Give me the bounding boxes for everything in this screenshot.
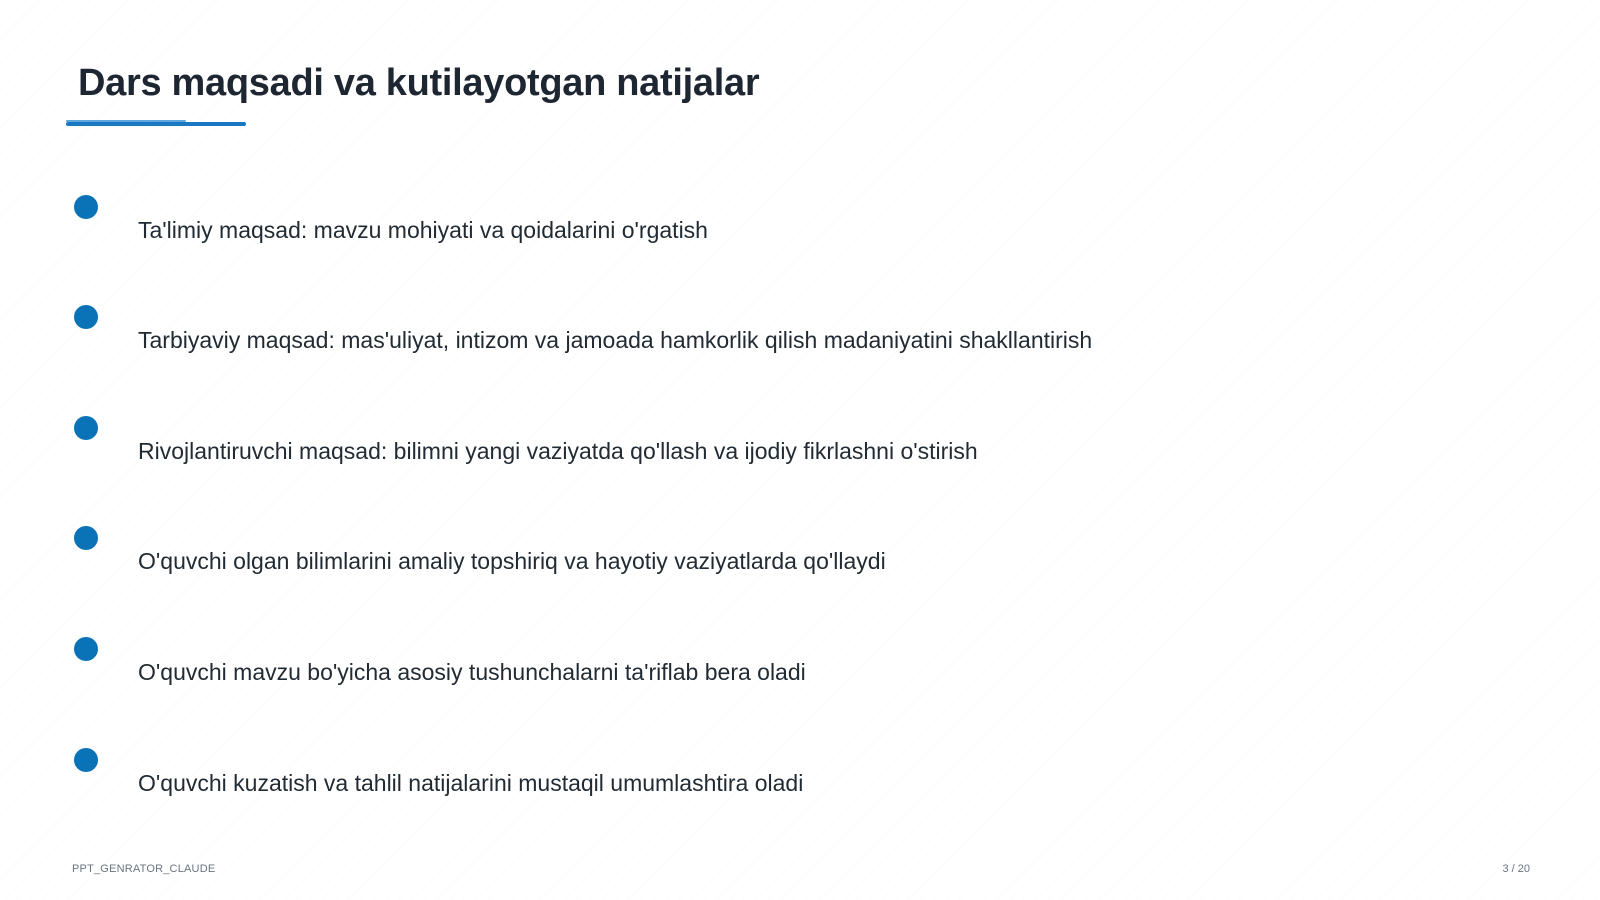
bullet-dot-icon	[74, 748, 98, 772]
list-item-text: O'quvchi olgan bilimlarini amaliy topshiriq va hayotiy vaziyatlarda qo'llaydi	[138, 548, 886, 574]
list-item-text: O'quvchi mavzu bo'yicha asosiy tushunchalarni ta'riflab bera oladi	[138, 659, 806, 685]
list-item-text: Tarbiyaviy maqsad: mas'uliyat, intizom va jamoada hamkorlik qilish madaniyatini shakllantirish	[138, 327, 1093, 353]
title-underline	[66, 122, 246, 126]
list-item-text: O'quvchi kuzatish va tahlil natijalarini mustaqil umumlashtira oladi	[138, 770, 804, 796]
bullet-dot-icon	[74, 305, 98, 329]
list-item	[0, 416, 1400, 476]
list-item	[0, 195, 1400, 255]
list-item	[0, 637, 1400, 697]
list-item	[0, 305, 1400, 365]
bullet-dot-icon	[74, 195, 98, 219]
bullet-dot-icon	[74, 416, 98, 440]
page-indicator: 3 / 20	[1502, 863, 1530, 875]
bullet-dot-icon	[74, 526, 98, 550]
slide-title: Dars maqsadi va kutilayotgan natijalar	[78, 62, 760, 104]
list-item	[0, 526, 1400, 586]
bullet-dot-icon	[74, 637, 98, 661]
list-item	[0, 748, 1400, 808]
footer-source-label: PPT_GENRATOR_CLAUDE	[72, 863, 216, 875]
list-item-text: Ta'limiy maqsad: mavzu mohiyati va qoidalarini o'rgatish	[138, 217, 708, 243]
list-item-text: Rivojlantiruvchi maqsad: bilimni yangi vaziyatda qo'llash va ijodiy fikrlashni o'stirish	[138, 438, 978, 464]
